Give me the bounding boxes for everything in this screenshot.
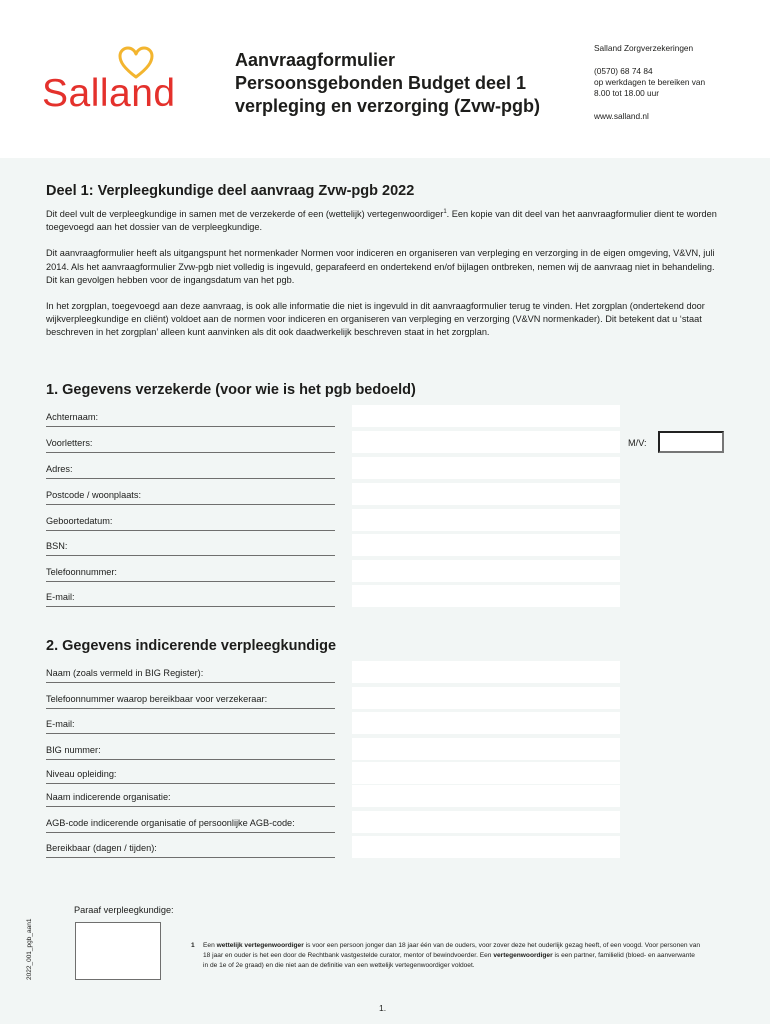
naam-big-input[interactable] [352,661,620,683]
phone-number: (0570) 68 74 84 [594,66,653,76]
adres-input[interactable] [352,457,620,479]
telefoon-verzekeraar-input[interactable] [352,687,620,709]
intro-paragraph: In het zorgplan, toegevoegd aan deze aanvraag, is ook alle informatie die niet is ingevuld in dit aanvraagformulier terug te vinden. Het zorgplan (ondertekend door wijkverpleegkundige en cliënt) voldoet aan de normen voor indiceren en organiseren van verpleging en verzorging (V&VN normenkader). Dit betekent dat u ‘staat beschreven in het zorgplan’ alleen kunt aanvinken als dit ook daadwerkelijk beschreven staat in het zorgplan. [46,301,705,338]
form-row-naam-big [46,661,726,683]
field-label: BSN: [46,541,68,551]
footnote-text: Een wettelijk vertegenwoordiger is voor een persoon jonger dan 18 jaar één van de ouders, voor zover deze het ouderlijk gezag heeft, of een voogd. Voor personen van 18 jaar en ouder is het een door de Rechtbank vastgestelde curator, mentor of bewindvoerder. Een vertegenwoordiger is een partner, familielid (bloed- en aanverwante in de 1e of 2e graad) en die niet aan de definitie van een wettelijk vertegenwoordiger voldoet. [203,942,701,969]
field-label: Niveau opleiding: [46,769,117,779]
geboortedatum-input[interactable] [352,509,620,531]
field-label: Achternaam: [46,412,99,422]
form-title-line: Persoonsgebonden Budget deel 1 [235,73,527,93]
field-label: Naam indicerende organisatie: [46,792,171,802]
hours-line: 8.00 tot 18.00 uur [594,88,660,98]
postcode-input[interactable] [352,483,620,505]
field-label: Naam (zoals vermeld in BIG Register): [46,668,204,678]
email-vpk-input[interactable] [352,712,620,734]
form-row-big-nummer [46,738,726,760]
intro-paragraph: Dit aanvraagformulier heeft als uitgangspunt het normenkader Normen voor indiceren en organiseren van verpleging en verzorging in de eigen omgeving, V&VN, juli 2014. Als het aanvraagformulier Zvw-pgb niet volledig is ingevuld, geparafeerd en ondertekend en/of bijlagen ontbreken, nemen wij de aanvraag niet in behandeling. Dit kan gevolgen hebben voor de ingangsdatum van het pgb. [46,248,715,285]
bereikbaar-input[interactable] [352,836,620,858]
form-row-bsn [46,534,726,556]
hours-line: op werkdagen te bereiken van [594,77,706,87]
form-title [235,49,565,118]
part1-intro [46,182,726,353]
form-row-adres [46,457,726,479]
form-row-niveau [46,762,726,784]
part1-heading: Deel 1: Verpleegkundige deel aanvraag Zvw-pgb 2022 [46,183,415,199]
organisatie-input[interactable] [352,785,620,807]
page-number: 1. [379,1003,387,1013]
intro-paragraph: Dit deel vult de verpleegkundige in samen met de verzekerde of een (wettelijk) vertegenwoordiger$^1$. Een kopie van dit deel van het aanvraagformulier dient te worden toegevoegd aan het dossier van de verpleegkundige. [46,208,717,233]
field-label: E-mail: [46,719,75,729]
big-nummer-input[interactable] [352,738,620,760]
form-row-email-vpk [46,712,726,734]
field-label: E-mail: [46,592,75,602]
field-label: Bereikbaar (dagen / tijden): [46,843,157,853]
field-label: Geboortedatum: [46,516,113,526]
form-row-geboortedatum [46,509,726,531]
logo-text: Salland [42,72,176,115]
form-row-agb-code [46,811,726,833]
telefoon-input[interactable] [352,560,620,582]
form-row-bereikbaar [46,836,726,858]
form-row-telefoon [46,560,726,582]
field-label: Postcode / woonplaats: [46,490,141,500]
footnote-ref: 1 [443,208,447,215]
footnote-number: 1 [191,942,195,949]
field-label: AGB-code indicerende organisatie of persoonlijke AGB-code: [46,818,295,828]
achternaam-input[interactable] [352,405,620,427]
company-name: Salland Zorgverzekeringen [594,43,694,53]
bsn-input[interactable] [352,534,620,556]
field-label: Voorletters: [46,438,93,448]
mv-input[interactable] [658,431,724,453]
niveau-input[interactable] [352,762,620,784]
document-code: 2022_001_pgb_aan1 [26,918,33,980]
form-title-line: Aanvraagformulier [235,50,396,70]
form-row-voorletters [46,431,726,453]
form-row-postcode [46,483,726,505]
voorletters-input[interactable] [352,431,620,453]
form-row-telefoon-verzekeraar [46,687,726,709]
section2-heading: 2. Gegevens indicerende verpleegkundige [46,638,337,654]
contact-info [594,43,764,122]
form-title-line: verpleging en verzorging (Zvw-pgb) [235,96,541,116]
form-row-email [46,585,726,607]
form-row-organisatie [46,785,726,807]
footnote [191,941,701,971]
form-row-achternaam [46,405,726,427]
agb-code-input[interactable] [352,811,620,833]
field-label: Adres: [46,464,73,474]
paraaf-label: Paraaf verpleegkundige: [74,905,174,915]
mv-label: M/V: [628,438,647,448]
salland-logo [42,46,192,118]
field-label: BIG nummer: [46,745,101,755]
paraaf-signature-box[interactable] [75,922,161,980]
section1-heading: 1. Gegevens verzekerde (voor wie is het pgb bedoeld) [46,382,416,398]
website-link[interactable]: www.salland.nl [594,111,649,121]
field-label: Telefoonnummer waarop bereikbaar voor verzekeraar: [46,694,268,704]
page-header [0,0,770,158]
email-input[interactable] [352,585,620,607]
field-label: Telefoonnummer: [46,567,117,577]
